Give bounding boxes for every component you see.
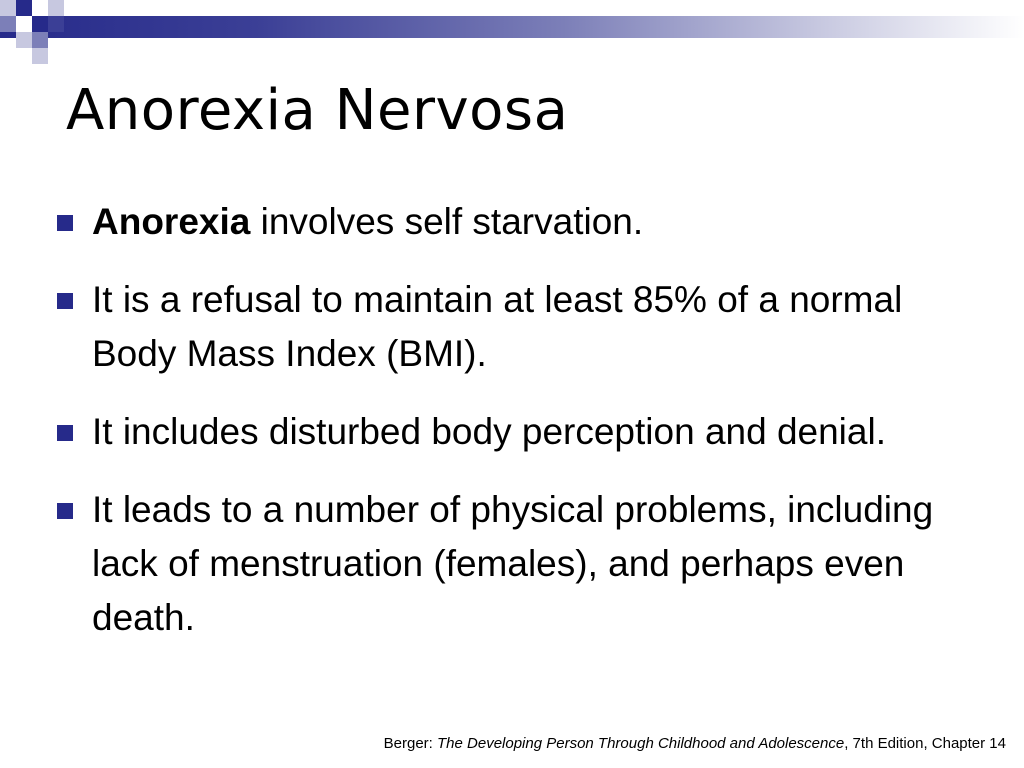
decor-square	[48, 0, 64, 16]
square-bullet-icon	[57, 293, 73, 309]
bullet-list	[54, 195, 984, 669]
decor-square	[0, 16, 16, 32]
slide-title: Anorexia Nervosa	[66, 78, 569, 143]
footer-book-title: The Developing Person Through Childhood and Adolescence	[437, 735, 845, 752]
footer-prefix: Berger:	[383, 735, 437, 752]
decor-square	[32, 0, 48, 16]
bullet-item	[54, 405, 984, 459]
bullet-text: involves self starvation.	[250, 201, 644, 242]
square-bullet-icon	[57, 215, 73, 231]
square-bullet-icon	[57, 425, 73, 441]
bullet-text: It includes disturbed body perception and denial.	[92, 411, 886, 452]
bullet-item	[54, 195, 984, 249]
decor-square	[0, 0, 16, 16]
citation-footer	[384, 735, 1006, 752]
decor-square	[16, 32, 32, 48]
decor-square	[16, 0, 32, 16]
decor-square	[32, 48, 48, 64]
decor-square	[32, 32, 48, 48]
footer-suffix: , 7th Edition, Chapter 14	[844, 735, 1006, 752]
decor-square	[48, 16, 64, 32]
bullet-item	[54, 483, 984, 645]
bullet-bold-term: Anorexia	[92, 201, 251, 242]
bullet-item	[54, 273, 984, 381]
decor-square	[32, 16, 48, 32]
header-gradient-bar	[0, 16, 1024, 38]
bullet-text: It is a refusal to maintain at least 85% of a normal Body Mass Index (BMI).	[92, 279, 903, 374]
square-bullet-icon	[57, 503, 73, 519]
bullet-text: It leads to a number of physical problems, including lack of menstruation (females), and perhaps even death.	[92, 489, 934, 638]
decor-square	[16, 16, 32, 32]
